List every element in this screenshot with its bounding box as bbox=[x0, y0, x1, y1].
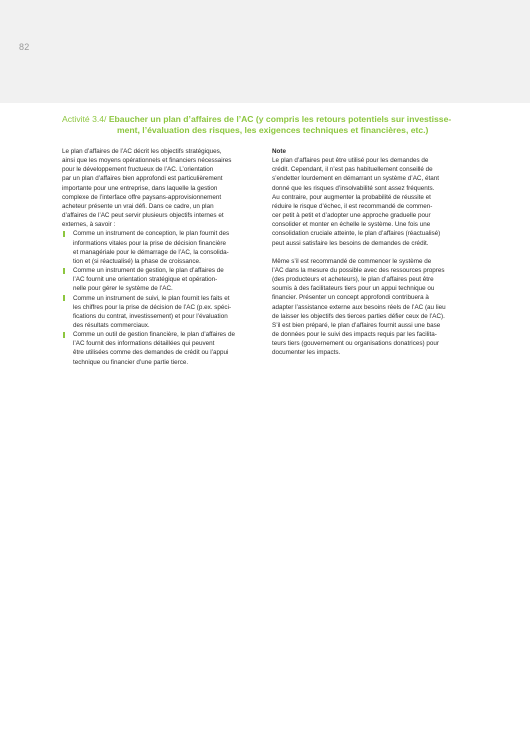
note-line: de données pour le suivi des impacts requis par les facilita- bbox=[272, 331, 437, 339]
note-line: soumis à des facilitateurs tiers pour un appui technique ou bbox=[272, 285, 435, 293]
intro-line: par un plan d’affaires bien approfondi est particulièrement bbox=[62, 175, 223, 183]
note-line: documenter les impacts. bbox=[272, 349, 341, 357]
intro-line: ainsi que les moyens opérationnels et financiers nécessaires bbox=[62, 157, 232, 165]
objectives-list bbox=[62, 229, 261, 366]
activity-heading bbox=[62, 114, 472, 137]
bullet-line: tion et (si réactualisé) la phase de croissance. bbox=[73, 257, 201, 265]
bullet-line: l’AC fournit une orientation stratégique et opération- bbox=[73, 276, 218, 284]
intro-line: Le plan d’affaires de l’AC décrit les objectifs stratégiques, bbox=[62, 148, 222, 155]
note-line: de laisser les objectifs des tierces parties défier ceux de l’AC). bbox=[272, 312, 445, 320]
note-line: Le plan d’affaires peut être utilisé pour les demandes de bbox=[272, 157, 429, 165]
intro-line: importante pour une entreprise, dans laquelle la gestion bbox=[62, 184, 218, 192]
page-number: 82 bbox=[19, 42, 30, 52]
note-line: consolider et monter en échelle le système. Une fois une bbox=[272, 221, 431, 229]
note-line: cer petit à petit et d’adopter une approche graduelle pour bbox=[272, 212, 431, 220]
note-line: donné que les risques d’insolvabilité sont assez fréquents. bbox=[272, 184, 435, 192]
right-column bbox=[272, 147, 471, 358]
bullet-line: et managériale pour le démarrage de l’AC, la consolida- bbox=[73, 248, 229, 256]
note-line: peut aussi satisfaire les besoins de demandes de crédit. bbox=[272, 239, 429, 247]
bullet-bar-icon bbox=[63, 231, 65, 237]
note-line: Même s’il est recommandé de commencer le système de bbox=[272, 257, 432, 265]
note-line: consolidation cruciale atteinte, le plan d’affaires (réactualisé) bbox=[272, 230, 441, 238]
note-line: S’il est bien préparé, le plan d’affaires fournit aussi une base bbox=[272, 321, 441, 329]
note-line: teurs tiers (gouvernement ou organisations donatrices) pour bbox=[272, 340, 439, 348]
bullet-line: informations vitales pour la prise de décision financière bbox=[73, 239, 226, 247]
bullet-line: être utilisées comme des demandes de crédit ou l’appui bbox=[73, 349, 229, 357]
bullet-bar-icon bbox=[63, 295, 65, 301]
bullet-line: l’AC fournit des informations détaillées qui peuvent bbox=[73, 340, 215, 348]
intro-line: complexe de l’interface offre paysans-approvisionnement bbox=[62, 193, 222, 201]
note-title: Note bbox=[272, 148, 286, 155]
bullet-line: les chiffres pour la prise de décision de l’AC (p.ex. spéci- bbox=[73, 303, 232, 311]
bullet-line: Comme un instrument de conception, le plan fournit des bbox=[73, 230, 230, 238]
bullet-line: des résultats commerciaux. bbox=[73, 321, 150, 329]
intro-paragraph bbox=[62, 147, 261, 229]
paragraph-gap bbox=[272, 248, 471, 257]
bullet-line: nelle pour gérer le système de l’AC. bbox=[73, 285, 173, 293]
note-paragraph-2 bbox=[272, 257, 471, 358]
list-item bbox=[62, 266, 261, 293]
note-line: adapter l’assistance externe aux besoins réels de l’AC (au lieu bbox=[272, 303, 446, 311]
note-line: s’endetter lourdement en démarrant un système d’AC, étant bbox=[272, 175, 439, 183]
bullet-bar-icon bbox=[63, 268, 65, 274]
note-line: l’AC dans la mesure du possible avec des ressources propres bbox=[272, 267, 445, 275]
activity-title-line2: ment, l’évaluation des risques, les exigences techniques et financières, etc.) bbox=[117, 125, 429, 136]
bullet-line: Comme un instrument de gestion, le plan d’affaires de bbox=[73, 267, 224, 275]
note-paragraph-1 bbox=[272, 156, 471, 248]
note-line: réduire le risque d’échec, il est recommandé de commen- bbox=[272, 202, 433, 210]
intro-line: d’affaires de l’AC peut servir plusieurs objectifs internes et bbox=[62, 212, 224, 220]
note-line: (des producteurs et acheteurs), le plan d’affaires peut être bbox=[272, 276, 434, 284]
bullet-bar-icon bbox=[63, 332, 65, 338]
note-line: financier. Présenter un concept approfondi contribuera à bbox=[272, 294, 429, 302]
note-line: crédit. Cependant, il n’est pas habituellement conseillé de bbox=[272, 166, 433, 174]
bullet-line: Comme un outil de gestion financière, le plan d’affaires de bbox=[73, 331, 235, 339]
intro-line: pour le développement fructueux de l’AC. L’orientation bbox=[62, 166, 214, 174]
note-line: Au contraire, pour augmenter la probabilité de réussite et bbox=[272, 193, 431, 201]
bullet-line: Comme un instrument de suivi, le plan fournit les faits et bbox=[73, 294, 230, 302]
activity-title-line1: Ebaucher un plan d’affaires de l’AC (y compris les retours potentiels sur investisse- bbox=[108, 114, 452, 124]
intro-line: externes, à savoir : bbox=[62, 221, 116, 229]
list-item bbox=[62, 229, 261, 266]
activity-number: Activité 3.4/ bbox=[62, 114, 107, 124]
left-column bbox=[62, 147, 261, 367]
bullet-line: technique ou financier d’une partie tierce. bbox=[73, 358, 189, 366]
list-item bbox=[62, 330, 261, 367]
bullet-line: fications du contrat, investissement) et pour l’évaluation bbox=[73, 312, 228, 320]
list-item bbox=[62, 294, 261, 331]
intro-line: acheteur présente un vrai défi. Dans ce cadre, un plan bbox=[62, 202, 214, 210]
header-band bbox=[0, 0, 530, 103]
